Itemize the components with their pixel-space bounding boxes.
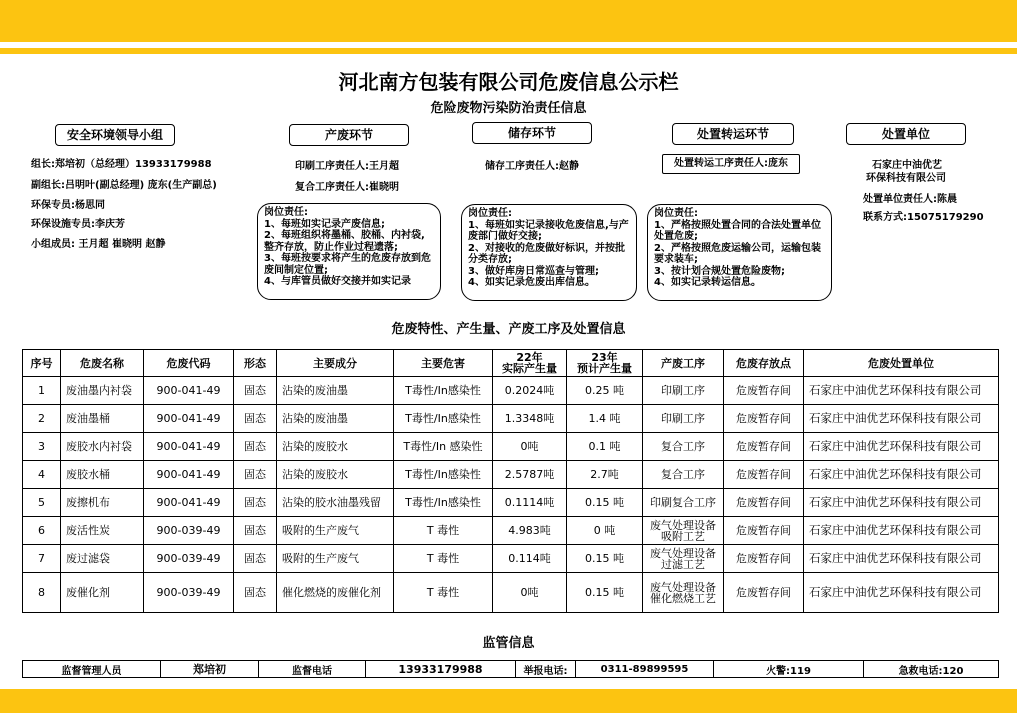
table-cell: 固态: [234, 405, 277, 433]
produce-responsible: 印刷工序责任人:王月超: [295, 161, 399, 172]
table-row: [23, 489, 999, 517]
table-cell: 固态: [234, 545, 277, 573]
top-yellow-stripe: [0, 48, 1017, 54]
table-cell: 废胶水内衬袋: [61, 433, 144, 461]
table-cell: 吸附的生产废气: [277, 517, 394, 545]
table-cell: 废油墨内衬袋: [61, 377, 144, 405]
table-cell: 沾染的胶水油墨残留: [277, 489, 394, 517]
supervision-cell: 监督管理人员: [23, 661, 161, 678]
unit-responsible: 处置单位责任人:陈晨: [863, 194, 957, 205]
table-cell: 废气处理设备 催化燃烧工艺: [643, 573, 724, 613]
leader-line: 环保设施专员:李庆芳: [31, 219, 125, 230]
duty-line: 3、做好库房日常巡查与管理;: [468, 265, 599, 277]
table-row: [23, 573, 999, 613]
supervision-cell: 举报电话:: [516, 661, 576, 678]
bottom-yellow-band: [0, 689, 1017, 713]
leader-group-header: 安全环境领导小组: [55, 124, 175, 146]
page-subtitle: 危险废物污染防治责任信息: [430, 101, 587, 116]
supervision-cell: 郑培初: [161, 661, 259, 678]
table-cell: 沾染的废胶水: [277, 461, 394, 489]
table-cell: 复合工序: [643, 461, 724, 489]
supervision-title: 监管信息: [482, 636, 535, 651]
supervision-cell: 监督电话: [259, 661, 366, 678]
table-cell: T毒性/In 感染性: [394, 433, 493, 461]
column-header: 危废处置单位: [804, 350, 999, 377]
table-cell: 沾染的废胶水: [277, 433, 394, 461]
storage-stage-header: 储存环节: [472, 122, 592, 144]
duty-line: 3、按计划合规处置危险废物;: [654, 265, 785, 277]
column-header: 主要危害: [394, 350, 493, 377]
table-cell: 900-041-49: [144, 489, 234, 517]
column-header: 危废名称: [61, 350, 144, 377]
table-cell: 沾染的废油墨: [277, 405, 394, 433]
duty-line: 3、每班按要求将产生的危废存放到危废间制定位置;: [264, 253, 431, 276]
unit-name-line2: 环保科技有限公司: [866, 173, 946, 184]
table-cell: 0.15 吨: [567, 545, 643, 573]
duty-line: 岗位责任:: [264, 207, 308, 218]
duty-line: 1、每班如实记录产废信息;: [264, 218, 385, 230]
table-cell: 0 吨: [567, 517, 643, 545]
table-cell: 0.1 吨: [567, 433, 643, 461]
column-header: 危废存放点: [724, 350, 804, 377]
table-row: [23, 517, 999, 545]
duty-line: 岗位责任:: [468, 208, 512, 219]
leader-line: 副组长:吕明叶(副总经理) 庞东(生产副总): [31, 180, 217, 191]
storage-responsible: 储存工序责任人:赵静: [485, 161, 579, 172]
table-cell: 2: [23, 405, 61, 433]
table-cell: 3: [23, 433, 61, 461]
supervision-cell: 13933179988: [366, 661, 516, 678]
leader-line: 小组成员: 王月超 崔晓明 赵静: [31, 239, 166, 250]
column-header: 危废代码: [144, 350, 234, 377]
table-cell: 0.15 吨: [567, 489, 643, 517]
table-cell: 2.5787吨: [493, 461, 567, 489]
table-cell: 危废暂存间: [724, 461, 804, 489]
table-cell: 固态: [234, 573, 277, 613]
supervision-cell: 0311-89899595: [576, 661, 714, 678]
table-cell: 废气处理设备 过滤工艺: [643, 545, 724, 573]
table-cell: 900-041-49: [144, 461, 234, 489]
table-cell: 固态: [234, 461, 277, 489]
column-header: 产废工序: [643, 350, 724, 377]
table-cell: 固态: [234, 489, 277, 517]
table-cell: 0.15 吨: [567, 573, 643, 613]
column-header: 序号: [23, 350, 61, 377]
table-cell: 石家庄中油优艺环保科技有限公司: [804, 377, 999, 405]
table-cell: T毒性/In感染性: [394, 405, 493, 433]
produce-responsible: 复合工序责任人:崔晓明: [295, 182, 399, 193]
top-yellow-band: [0, 0, 1017, 42]
table-cell: 0.1114吨: [493, 489, 567, 517]
table-cell: 7: [23, 545, 61, 573]
table-cell: 印刷工序: [643, 405, 724, 433]
page-title: 河北南方包装有限公司危废信息公示栏: [338, 70, 679, 94]
table-cell: 复合工序: [643, 433, 724, 461]
table-cell: 1.4 吨: [567, 405, 643, 433]
unit-name-line1: 石家庄中油优艺: [872, 160, 942, 171]
duty-line: 岗位责任:: [654, 208, 698, 219]
table-cell: 8: [23, 573, 61, 613]
table-cell: 900-039-49: [144, 573, 234, 613]
waste-info-table: [22, 349, 999, 613]
table-cell: 危废暂存间: [724, 489, 804, 517]
column-header: 22年 实际产生量: [493, 350, 567, 377]
table-title: 危废特性、产生量、产废工序及处置信息: [391, 322, 626, 337]
table-cell: 900-039-49: [144, 545, 234, 573]
table-cell: 废胶水桶: [61, 461, 144, 489]
table-cell: 1.3348吨: [493, 405, 567, 433]
duty-line: 4、与库管员做好交接并如实记录: [264, 276, 411, 287]
table-cell: 吸附的生产废气: [277, 545, 394, 573]
table-cell: 固态: [234, 433, 277, 461]
table-cell: 石家庄中油优艺环保科技有限公司: [804, 517, 999, 545]
table-cell: 900-041-49: [144, 377, 234, 405]
duty-line: 1、严格按照处置合同的合法处置单位处置危废;: [654, 219, 821, 242]
duty-line: 2、每班组织将墨桶、胶桶、内衬袋,整齐存放，防止作业过程遗落;: [264, 230, 425, 253]
table-cell: 0.114吨: [493, 545, 567, 573]
table-row: [23, 461, 999, 489]
table-cell: 印刷工序: [643, 377, 724, 405]
table-cell: 石家庄中油优艺环保科技有限公司: [804, 405, 999, 433]
table-cell: 废过滤袋: [61, 545, 144, 573]
disposal-unit-header: 处置单位: [846, 123, 966, 145]
duty-line: 2、严格按照危废运输公司，运输包装要求装车;: [654, 242, 821, 265]
table-row: [23, 377, 999, 405]
table-cell: 900-041-49: [144, 433, 234, 461]
table-cell: 废油墨桶: [61, 405, 144, 433]
table-row: [23, 545, 999, 573]
table-cell: 废催化剂: [61, 573, 144, 613]
table-cell: T毒性/In感染性: [394, 489, 493, 517]
table-cell: 0吨: [493, 433, 567, 461]
table-cell: T毒性/In感染性: [394, 377, 493, 405]
table-cell: 沾染的废油墨: [277, 377, 394, 405]
table-header-row: [23, 350, 999, 377]
table-cell: 危废暂存间: [724, 573, 804, 613]
table-row: [23, 405, 999, 433]
table-cell: 危废暂存间: [724, 433, 804, 461]
table-cell: 固态: [234, 517, 277, 545]
duty-line: 4、如实记录危废出库信息。: [468, 277, 595, 288]
supervision-row: [23, 661, 999, 678]
table-cell: T 毒性: [394, 545, 493, 573]
duty-line: 1、每班如实记录接收危废信息,与产废部门做好交接;: [468, 219, 629, 242]
column-header: 23年 预计产生量: [567, 350, 643, 377]
supervision-table: [22, 660, 999, 678]
table-cell: 2.7吨: [567, 461, 643, 489]
table-cell: 0吨: [493, 573, 567, 613]
table-cell: 6: [23, 517, 61, 545]
table-cell: 900-039-49: [144, 517, 234, 545]
table-cell: 石家庄中油优艺环保科技有限公司: [804, 545, 999, 573]
supervision-cell: 急救电话:120: [864, 661, 999, 678]
unit-contact: 联系方式:15075179290: [863, 212, 984, 223]
table-cell: T毒性/In感染性: [394, 461, 493, 489]
table-cell: 固态: [234, 377, 277, 405]
table-row: [23, 433, 999, 461]
duty-line: 2、对接收的危废做好标识，并按批分类存放;: [468, 242, 625, 265]
table-cell: T 毒性: [394, 517, 493, 545]
table-cell: 900-041-49: [144, 405, 234, 433]
table-cell: 废气处理设备 吸附工艺: [643, 517, 724, 545]
table-cell: 危废暂存间: [724, 517, 804, 545]
table-cell: 石家庄中油优艺环保科技有限公司: [804, 461, 999, 489]
leader-line: 环保专员:杨思同: [31, 200, 105, 211]
table-body: [23, 377, 999, 613]
table-cell: T 毒性: [394, 573, 493, 613]
table-cell: 5: [23, 489, 61, 517]
table-cell: 危废暂存间: [724, 545, 804, 573]
transfer-responsible: 处置转运工序责任人:庞东: [662, 154, 800, 174]
table-cell: 0.25 吨: [567, 377, 643, 405]
table-cell: 0.2024吨: [493, 377, 567, 405]
leader-line: 组长:郑培初（总经理）13933179988: [31, 159, 212, 170]
table-cell: 危废暂存间: [724, 405, 804, 433]
column-header: 主要成分: [277, 350, 394, 377]
table-cell: 印刷复合工序: [643, 489, 724, 517]
table-cell: 1: [23, 377, 61, 405]
table-cell: 4.983吨: [493, 517, 567, 545]
table-cell: 石家庄中油优艺环保科技有限公司: [804, 433, 999, 461]
table-cell: 石家庄中油优艺环保科技有限公司: [804, 489, 999, 517]
table-cell: 危废暂存间: [724, 377, 804, 405]
table-cell: 石家庄中油优艺环保科技有限公司: [804, 573, 999, 613]
supervision-cell: 火警:119: [714, 661, 864, 678]
table-cell: 废活性炭: [61, 517, 144, 545]
column-header: 形态: [234, 350, 277, 377]
duty-line: 4、如实记录转运信息。: [654, 277, 761, 288]
storage-duty-box: [461, 204, 637, 301]
transfer-duty-box: [647, 204, 832, 301]
produce-stage-header: 产废环节: [289, 124, 409, 146]
produce-duty-box: [257, 203, 441, 300]
table-cell: 废擦机布: [61, 489, 144, 517]
table-cell: 4: [23, 461, 61, 489]
transfer-stage-header: 处置转运环节: [672, 123, 794, 145]
table-cell: 催化燃烧的废催化剂: [277, 573, 394, 613]
